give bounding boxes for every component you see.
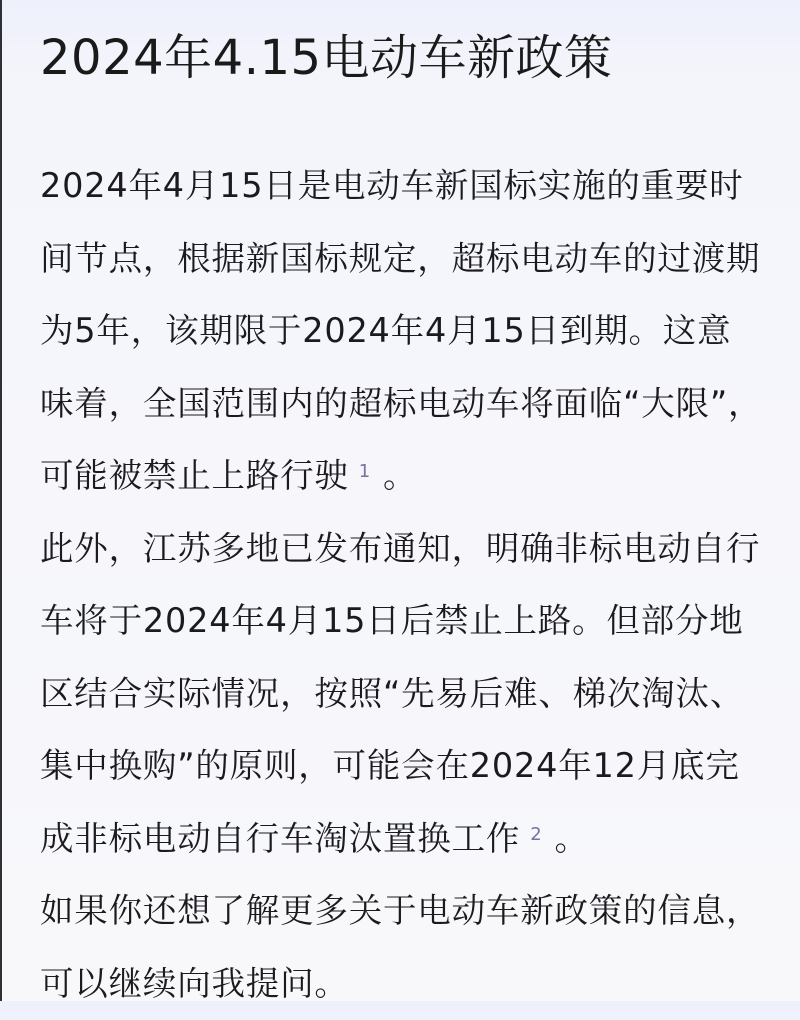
paragraph-text: 2024年4月15日是电动车新国标实施的重要时间节点，根据新国标规定，超标电动车的过渡期为5年，该期限于2024年4月15日到期。这意味着，全国范围内的超标电动车将面临“大限”，可能被禁止上路行驶: [40, 166, 763, 495]
answer-body: [40, 150, 764, 1020]
page-title: 2024年4.15电动车新政策: [40, 30, 613, 86]
sentence-end: 。: [382, 456, 418, 495]
citation-marker-2[interactable]: 2: [530, 823, 543, 845]
paragraph-text: 此外，江苏多地已发布通知，明确非标电动自行车将于2024年4月15日后禁止上路。但部分地区结合实际情况，按照“先易后难、梯次淘汰、集中换购”的原则，可能会在2024年12月底完成非标电动自行车淘汰置换工作: [40, 528, 761, 858]
citation-marker-1[interactable]: 1: [358, 461, 371, 482]
answer-paragraph-3: [40, 875, 764, 1020]
answer-paragraph-2: [40, 513, 764, 876]
paragraph-text: 如果你还想了解更多关于电动车新政策的信息，可以继续向我提问。: [40, 891, 761, 1003]
sentence-end: 。: [554, 818, 589, 858]
answer-paragraph-1: [40, 150, 764, 513]
